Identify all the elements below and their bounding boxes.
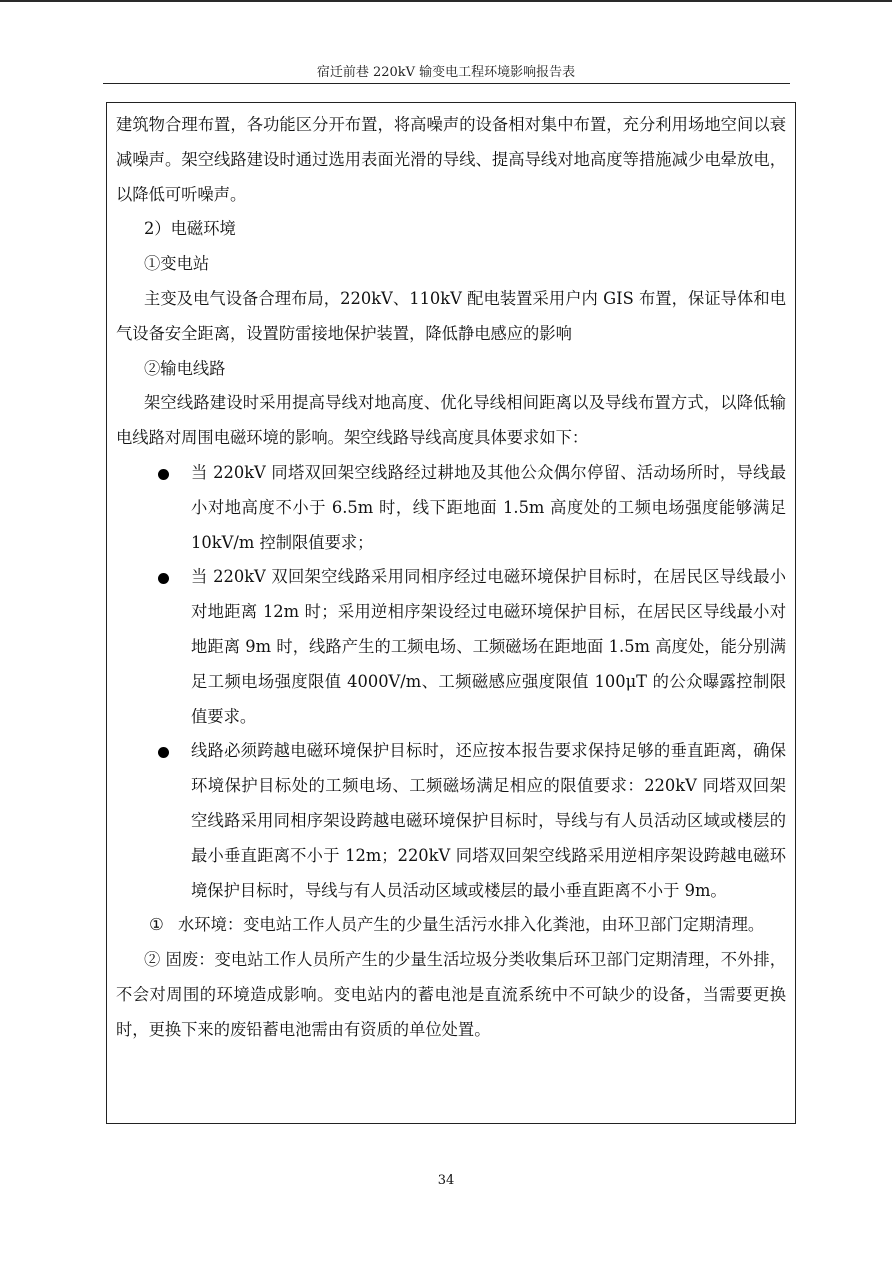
heading-substation: ①变电站 (144, 254, 210, 274)
heading-transmission-line: ②输电线路 (144, 358, 226, 378)
top-border-line (0, 0, 892, 2)
solid-waste-paragraph (116, 943, 786, 1047)
bullet-icon (158, 573, 169, 584)
paragraph-transmission-line: 架空线路建设时采用提高导线对地高度、优化导线相间距离以及导线布置方式，以降低输电线路对周围电磁环境的影响。架空线路导线高度具体要求如下： (116, 393, 786, 448)
content-table-cell (106, 102, 796, 1124)
requirements-bullet-list (116, 456, 786, 908)
list-item (116, 456, 786, 560)
bullet-icon (158, 747, 169, 758)
solid-waste-text: 固废：变电站工作人员所产生的少量生活垃圾分类收集后环卫部门定期清理，不外排，不会对周围的环境造成影响。变电站内的蓄电池是直流系统中不可缺少的设备，当需要更换时，更换下来的废铅蓄电池需由有资质的单位处置。 (116, 950, 786, 1039)
bullet-text: 线路必须跨越电磁环境保护目标时，还应按本报告要求保持足够的垂直距离，确保环境保护目标处的工频电场、工频磁场满足相应的限值要求：220kV 同塔双回架空线路采用同相序架设跨越电磁环境保护目标时，导线与有人员活动区域或楼层的最小垂直距离不小于 12m；220kV 同塔双回架空线路采用逆相序架设跨越电磁环境保护目标时，导线与有人员活动区域或楼层的最小垂直距离不小于 9m。 (191, 741, 786, 900)
heading-electromagnetic: 2）电磁环境 (144, 219, 236, 239)
page-number: 34 (437, 1173, 455, 1188)
bullet-icon (158, 469, 169, 480)
water-environment-text: 水环境：变电站工作人员产生的少量生活污水排入化粪池，由环卫部门定期清理。 (178, 915, 765, 935)
paragraph-noise-continued: 建筑物合理布置，各功能区分开布置，将高噪声的设备相对集中布置，充分利用场地空间以衰减噪声。架空线路建设时通过选用表面光滑的导线、提高导线对地高度等措施减少电晕放电，以降低可听噪声。 (116, 115, 786, 204)
paragraph-substation: 主变及电气设备合理布局，220kV、110kV 配电装置采用户内 GIS 布置，保证导体和电气设备安全距离，设置防雷接地保护装置，降低静电感应的影响 (116, 288, 786, 343)
bullet-text: 当 220kV 双回架空线路采用同相序经过电磁环境保护目标时，在居民区导线最小对地距离 12m 时；采用逆相序架设经过电磁环境保护目标，在居民区导线最小对地距离 9m 时，线路产生的工频电场、工频磁场在距地面 1.5m 高度处，能分别满足工频电场强度限值 4000V/m、工频磁感应强度限值 100μT 的公众曝露控制限值要求。 (191, 567, 786, 726)
item-number-2: ② (144, 950, 161, 970)
water-environment-item (116, 908, 786, 943)
report-header-title: 宿迁前巷 220kV 输变电工程环境影响报告表 (316, 65, 576, 80)
list-item (116, 734, 786, 908)
bullet-text: 当 220kV 同塔双回架空线路经过耕地及其他公众偶尔停留、活动场所时，导线最小对地高度不小于 6.5m 时，线下距地面 1.5m 高度处的工频电场强度能够满足 10kV/m 控制限值要求； (191, 462, 786, 552)
list-item (116, 560, 786, 734)
content-body (116, 108, 786, 1048)
item-number-1: ① (149, 915, 164, 935)
header-divider (103, 83, 790, 84)
